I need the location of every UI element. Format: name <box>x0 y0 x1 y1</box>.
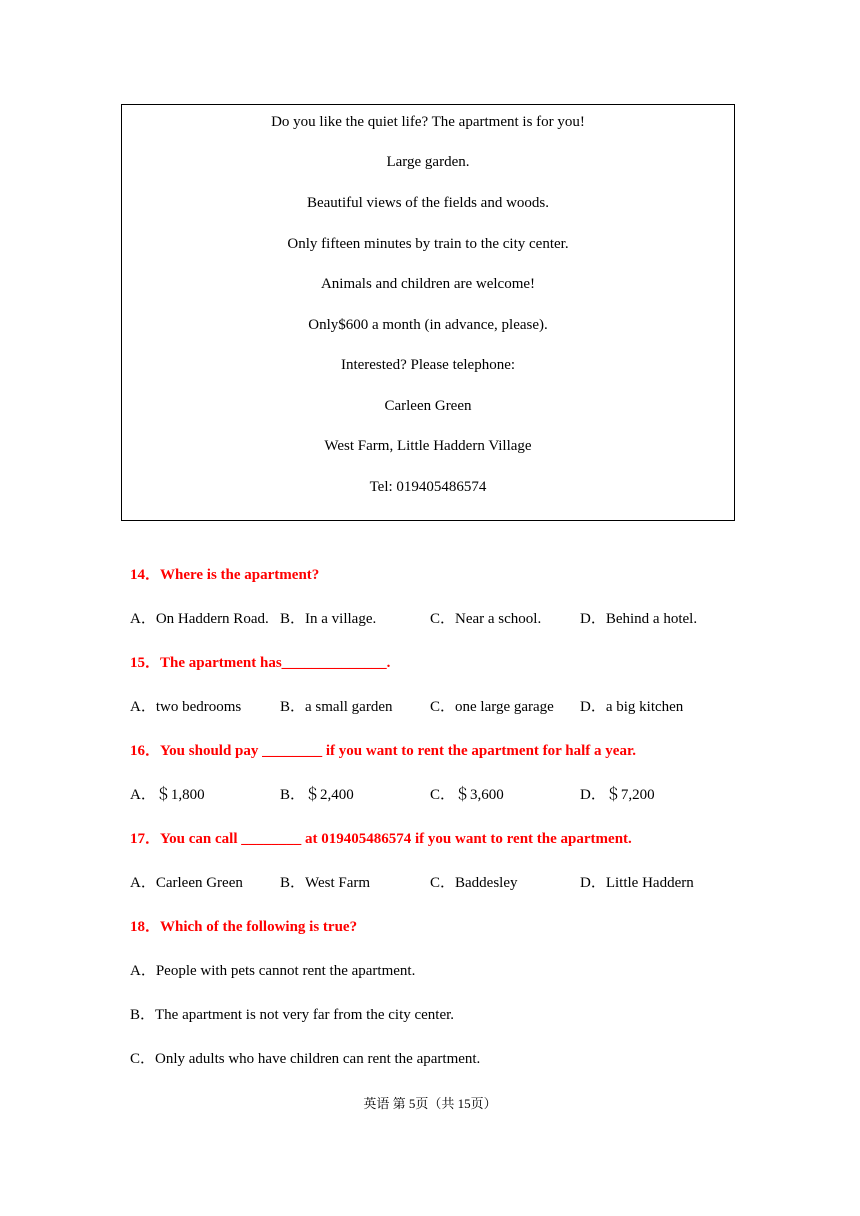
options-row-15 <box>130 698 730 716</box>
option-d[interactable]: D．Little Haddern <box>580 875 694 891</box>
ad-line: Tel: 019405486574 <box>369 479 487 495</box>
option-c[interactable]: C．one large garage <box>430 699 554 715</box>
ad-line: West Farm, Little Haddern Village <box>324 438 532 454</box>
option-a[interactable]: A．Carleen Green <box>130 875 243 891</box>
ad-line: Do you like the quiet life? The apartment is for you! <box>271 114 585 130</box>
question-15: 15．The apartment has______________. <box>130 655 391 671</box>
option-b[interactable]: B．a small garden <box>280 699 393 715</box>
option-b[interactable]: B．＄2,400 <box>280 787 354 803</box>
option-d[interactable]: D．Behind a hotel. <box>580 611 698 627</box>
option-b[interactable]: B．The apartment is not very far from the city center. <box>130 1007 455 1023</box>
ad-line: Large garden. <box>386 154 470 170</box>
ad-line: Only fifteen minutes by train to the city center. <box>287 236 569 252</box>
question-17: 17．You can call ________ at 019405486574 if you want to rent the apartment. <box>130 831 632 847</box>
question-18: 18．Which of the following is true? <box>130 919 358 935</box>
option-a[interactable]: A．People with pets cannot rent the apartment. <box>130 963 416 979</box>
ad-line: Interested? Please telephone: <box>340 357 516 373</box>
option-a[interactable]: A．On Haddern Road. <box>130 611 269 627</box>
option-d[interactable]: D．a big kitchen <box>580 699 684 715</box>
question-14: 14．Where is the apartment? <box>130 567 320 583</box>
ad-line: Beautiful views of the fields and woods. <box>306 195 550 211</box>
option-c[interactable]: C．Only adults who have children can rent the apartment. <box>130 1051 481 1067</box>
question-16: 16．You should pay ________ if you want to rent the apartment for half a year. <box>130 743 636 759</box>
ad-line: Only$600 a month (in advance, please). <box>308 317 548 333</box>
option-a[interactable]: A．two bedrooms <box>130 699 242 715</box>
ad-line: Carleen Green <box>384 398 472 414</box>
options-row-14 <box>130 610 730 628</box>
options-row-17 <box>130 874 730 892</box>
advertisement-box <box>121 104 735 521</box>
option-c[interactable]: C．Baddesley <box>430 875 518 891</box>
option-d[interactable]: D．＄7,200 <box>580 787 655 803</box>
option-c[interactable]: C．＄3,600 <box>430 787 504 803</box>
page-footer: 英语 第 5页（共 15页） <box>363 1096 497 1111</box>
options-row-16 <box>130 786 730 804</box>
option-b[interactable]: B．In a village. <box>280 611 377 627</box>
option-b[interactable]: B．West Farm <box>280 875 371 891</box>
option-a[interactable]: A．＄1,800 <box>130 787 205 803</box>
option-c[interactable]: C．Near a school. <box>430 611 542 627</box>
ad-line: Animals and children are welcome! <box>320 276 536 292</box>
